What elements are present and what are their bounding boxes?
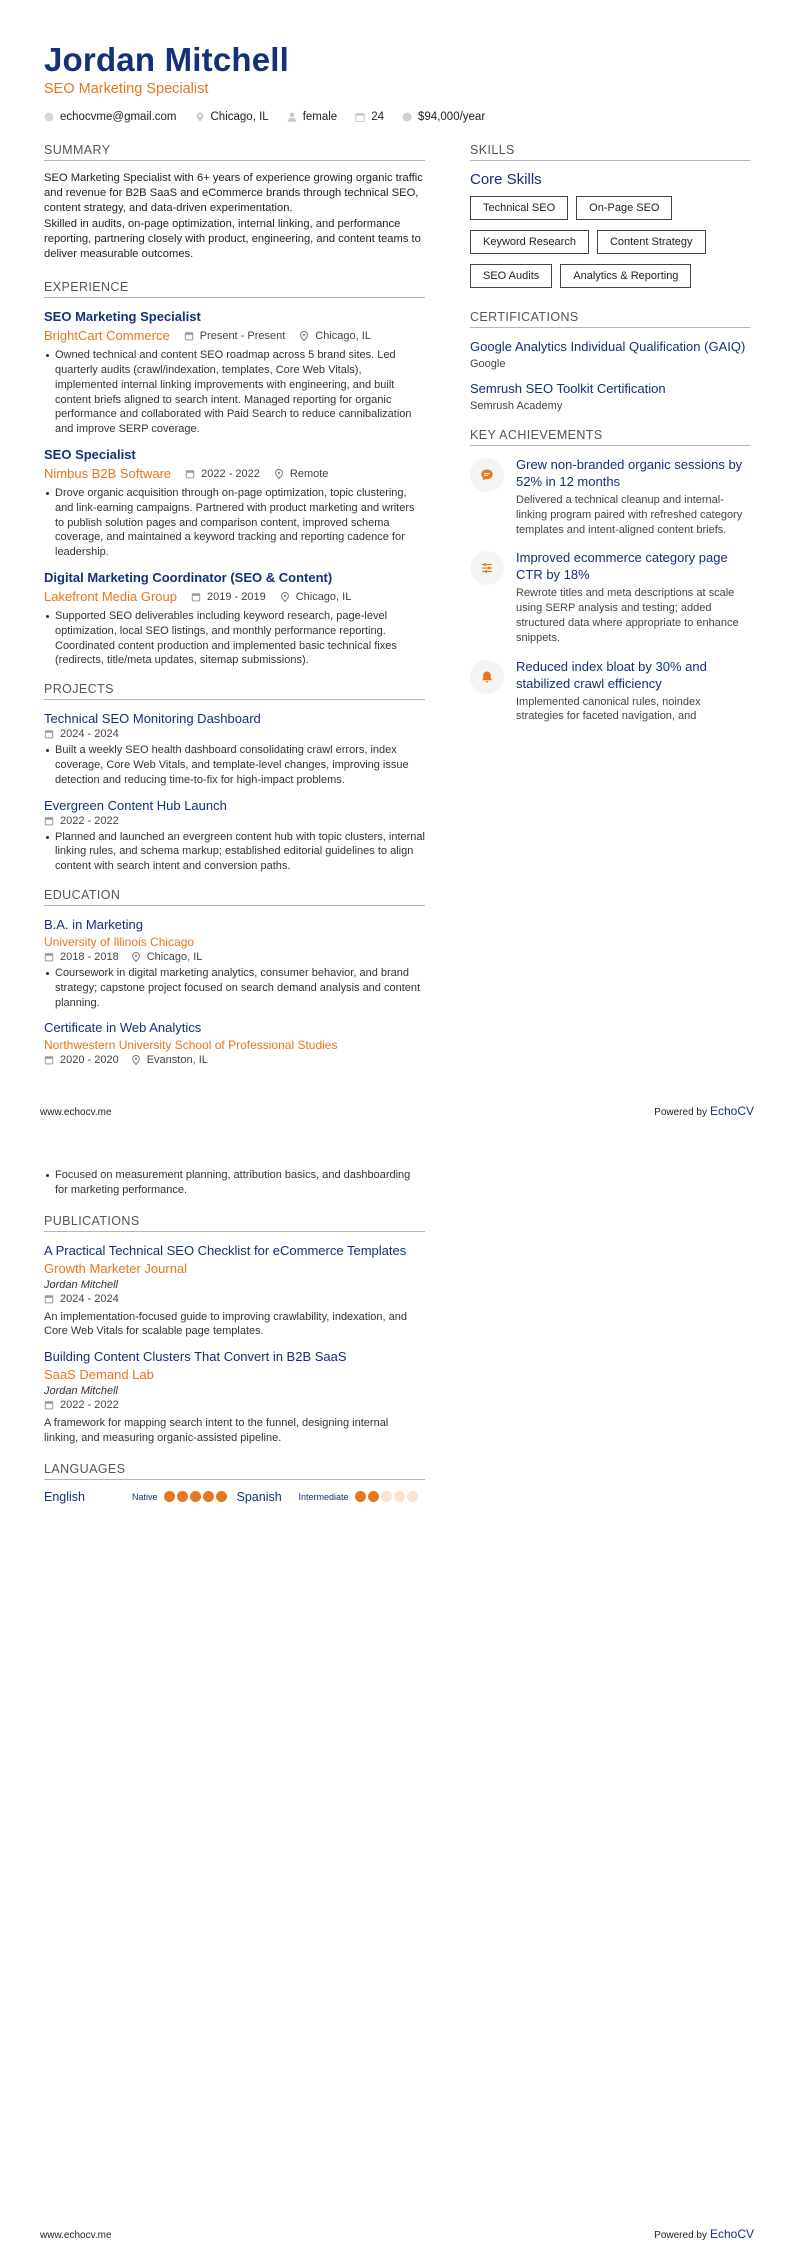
- education-entry: [44, 1019, 425, 1066]
- section-title-experience: EXPERIENCE: [44, 280, 425, 298]
- contact-salary: $94,000/year: [402, 111, 485, 123]
- chat-bubble-icon: [470, 458, 504, 492]
- location-pin-icon: [299, 331, 309, 341]
- calendar-icon: [184, 331, 194, 341]
- publication-entry: [44, 1242, 425, 1340]
- footer-powered-by: Powered by EchoCV: [654, 1104, 754, 1118]
- achievement-title: Grew non-branded organic sessions by 52% in 12 months: [516, 457, 743, 489]
- candidate-title: SEO Marketing Specialist: [44, 81, 209, 97]
- calendar-icon: [44, 1055, 54, 1065]
- education-entry: [44, 916, 425, 1010]
- job-company: BrightCart Commerce: [44, 328, 170, 344]
- location-pin-icon: [195, 112, 205, 122]
- education-bullet: Coursework in digital marketing analytics, consumer behavior, and brand strategy; capstone project focused on search demand analysis and content planning.: [44, 966, 425, 1010]
- education-dates: 2020 - 2020: [44, 1054, 119, 1066]
- skills-section: [470, 143, 750, 288]
- left-column: [44, 143, 425, 1075]
- rating-dot-filled: [177, 1491, 188, 1502]
- job-location: Chicago, IL: [299, 330, 371, 342]
- section-title-publications: PUBLICATIONS: [44, 1214, 425, 1232]
- experience-entry: [44, 569, 425, 668]
- section-title-summary: SUMMARY: [44, 143, 425, 161]
- skill-chip: SEO Audits: [470, 264, 552, 288]
- rating-dot-filled: [203, 1491, 214, 1502]
- footer-powered-by: Powered by EchoCV: [654, 2227, 754, 2241]
- degree: B.A. in Marketing: [44, 916, 143, 932]
- project-bullet: Built a weekly SEO health dashboard consolidating crawl errors, index coverage, Core Web Vitals, and template-level changes, improving issue detection and reducing time-to-fix for high-impact problems.: [44, 743, 425, 787]
- calendar-icon: [44, 729, 54, 739]
- education-bullet: Focused on measurement planning, attribution basics, and dashboarding for marketing performance.: [44, 1168, 425, 1198]
- page-footer-2: [40, 2227, 754, 2241]
- summary-paragraph: SEO Marketing Specialist with 6+ years of experience growing organic traffic and revenue for B2B SaaS and eCommerce brands through technical SEO, content strategy, and data-driven experimentation.: [44, 172, 423, 215]
- summary-paragraph: Skilled in audits, on-page optimization, internal linking, and performance reporting, partnering closely with product, engineering, and content teams to deliver measurable outcomes.: [44, 217, 421, 261]
- language-entry: [44, 1490, 227, 1504]
- rating-dot-filled: [216, 1491, 227, 1502]
- job-role: SEO Marketing Specialist: [44, 309, 201, 325]
- skill-chip: Technical SEO: [470, 196, 568, 220]
- right-column: [470, 143, 750, 736]
- publication-dates: 2024 - 2024: [44, 1293, 425, 1305]
- publication-author: Jordan Mitchell: [44, 1385, 118, 1398]
- page-footer: [40, 1104, 754, 1118]
- contact-email[interactable]: echocvme@gmail.com: [44, 111, 177, 123]
- skill-chip: On-Page SEO: [576, 196, 672, 220]
- location-pin-icon: [274, 469, 284, 479]
- publication-entry: [44, 1348, 425, 1446]
- education-location: Evanston, IL: [131, 1054, 208, 1066]
- language-name: English: [44, 1489, 85, 1504]
- contact-bar: [44, 111, 754, 123]
- contact-age: 24: [355, 111, 384, 123]
- education-dates: 2018 - 2018: [44, 951, 119, 963]
- skill-chip: Analytics & Reporting: [560, 264, 691, 288]
- calendar-icon: [185, 469, 195, 479]
- contact-location: Chicago, IL: [195, 111, 269, 123]
- language-entry: [237, 1490, 418, 1504]
- skills-group-heading: Core Skills: [470, 171, 542, 188]
- project-dates: 2024 - 2024: [44, 728, 425, 740]
- job-bullet: Supported SEO deliverables including keyword research, page-level optimization, local SEO listings, and monthly performance reporting. Coordinated content production and implemented basic technical fixes (redirects, title/meta updates, sitemap submissions).: [44, 609, 425, 668]
- candidate-name: Jordan Mitchell: [44, 41, 290, 78]
- languages-section: [44, 1462, 425, 1504]
- school: Northwestern University School of Professional Studies: [44, 1038, 338, 1053]
- footer-website-link[interactable]: www.echocv.me: [40, 1107, 112, 1118]
- skill-chip: Keyword Research: [470, 230, 589, 254]
- person-icon: [287, 112, 297, 122]
- project-entry: [44, 710, 425, 787]
- location-pin-icon: [280, 592, 290, 602]
- achievement-entry: [470, 658, 750, 725]
- certification-name: Semrush SEO Toolkit Certification: [470, 381, 666, 396]
- job-dates: 2022 - 2022: [185, 468, 260, 480]
- left-column-page-2: [44, 1165, 425, 1504]
- project-name: Evergreen Content Hub Launch: [44, 797, 227, 813]
- certifications-section: [470, 310, 750, 412]
- language-level: Native: [132, 1491, 158, 1502]
- achievement-description: Delivered a technical cleanup and internal-linking program paired with refreshed category templates and intent-aligned content briefs.: [516, 494, 743, 536]
- project-dates: 2022 - 2022: [44, 815, 425, 827]
- calendar-icon: [44, 1400, 54, 1410]
- calendar-icon: [355, 112, 365, 122]
- publications-section: [44, 1214, 425, 1446]
- rating-dot-filled: [190, 1491, 201, 1502]
- job-company: Lakefront Media Group: [44, 588, 177, 604]
- location-pin-icon: [131, 952, 141, 962]
- contact-gender: female: [287, 111, 338, 123]
- calendar-icon: [44, 816, 54, 826]
- calendar-icon: [44, 1294, 54, 1304]
- job-dates: 2019 - 2019: [191, 591, 266, 603]
- job-role: SEO Specialist: [44, 447, 136, 462]
- resume-header: [44, 40, 754, 123]
- section-title-skills: SKILLS: [470, 143, 750, 161]
- achievement-entry: [470, 549, 750, 645]
- education-section: [44, 888, 425, 1066]
- projects-section: [44, 682, 425, 874]
- location-pin-icon: [131, 1055, 141, 1065]
- section-title-languages: LANGUAGES: [44, 1462, 425, 1480]
- publication-publisher: Growth Marketer Journal: [44, 1260, 188, 1276]
- certification-issuer: Semrush Academy: [470, 400, 563, 412]
- section-title-projects: PROJECTS: [44, 682, 425, 700]
- money-icon: [402, 112, 412, 122]
- rating-dot-empty: [381, 1491, 392, 1502]
- calendar-icon: [44, 952, 54, 962]
- publication-dates: 2022 - 2022: [44, 1399, 425, 1411]
- language-rating: [355, 1491, 418, 1502]
- rating-dot-empty: [394, 1491, 405, 1502]
- skills-chip-list: [470, 196, 750, 288]
- skill-chip: Content Strategy: [597, 230, 706, 254]
- calendar-icon: [191, 592, 201, 602]
- achievement-entry: [470, 456, 750, 537]
- language-name: Spanish: [236, 1489, 282, 1504]
- section-title-certifications: CERTIFICATIONS: [470, 310, 750, 328]
- project-bullet: Planned and launched an evergreen content hub with topic clusters, internal linking rules, and schema markup; established editorial guidelines to align content with search intent and conversion paths.: [44, 830, 425, 874]
- section-title-achievements: KEY ACHIEVEMENTS: [470, 428, 750, 446]
- job-dates: Present - Present: [184, 330, 286, 342]
- certification-entry: [470, 380, 750, 412]
- sliders-icon: [470, 551, 504, 585]
- publication-author: Jordan Mitchell: [44, 1278, 118, 1291]
- section-title-education: EDUCATION: [44, 888, 425, 906]
- rating-dot-filled: [355, 1491, 366, 1502]
- job-role: Digital Marketing Coordinator (SEO & Content): [44, 569, 333, 585]
- education-location: Chicago, IL: [131, 951, 203, 963]
- achievement-title: Improved ecommerce category page CTR by 18%: [516, 550, 728, 583]
- project-entry: [44, 797, 425, 874]
- echocv-logo: EchoCV: [709, 1104, 754, 1118]
- job-company: Nimbus B2B Software: [44, 466, 172, 481]
- publication-title: Building Content Clusters That Convert in B2B SaaS: [44, 1349, 347, 1365]
- publication-publisher: SaaS Demand Lab: [44, 1367, 154, 1383]
- certification-name: Google Analytics Individual Qualification (GAIQ): [470, 339, 746, 354]
- certification-entry: [470, 338, 750, 370]
- job-location: Chicago, IL: [280, 591, 352, 603]
- school: University of Illinois Chicago: [44, 934, 195, 949]
- summary-section: [44, 143, 425, 262]
- degree: Certificate in Web Analytics: [44, 1020, 202, 1036]
- language-list: [44, 1490, 425, 1504]
- rating-dot-filled: [164, 1491, 175, 1502]
- job-bullet: Owned technical and content SEO roadmap across 5 brand sites. Led quarterly audits (crawl/indexation, templates, Core Web Vitals), implemented internal linking improvements with engineering, and built content briefs aligned to search intent. Managed reporting for organic performance and collaborated with Paid Search to reduce cannibalization and improve SERP coverage.: [44, 348, 425, 437]
- publication-description: A framework for mapping search intent to the funnel, designing internal linking, and measuring organic-assisted pipeline.: [44, 1417, 389, 1444]
- experience-section: [44, 280, 425, 668]
- rating-dot-empty: [407, 1491, 418, 1502]
- achievement-title: Reduced index bloat by 30% and stabilized crawl efficiency: [516, 658, 707, 691]
- achievement-description: Implemented canonical rules, noindex strategies for faceted navigation, and: [516, 695, 701, 723]
- experience-entry: [44, 308, 425, 437]
- publication-description: An implementation-focused guide to improving crawlability, indexation, and Core Web Vitals for scalable page templates.: [44, 1310, 407, 1338]
- certification-issuer: Google: [470, 358, 506, 370]
- project-name: Technical SEO Monitoring Dashboard: [44, 711, 261, 727]
- rating-dot-filled: [368, 1491, 379, 1502]
- language-level: Intermediate: [298, 1491, 349, 1502]
- bell-icon: [470, 660, 504, 694]
- language-rating: [164, 1491, 227, 1502]
- publication-title: A Practical Technical SEO Checklist for eCommerce Templates: [44, 1242, 407, 1258]
- job-bullet: Drove organic acquisition through on-page optimization, topic clustering, and link-earning campaigns. Partnered with product marketing and writers to publish solution pages and comparison content, improved schema coverage, and maintained a keyword tracking and reporting cadence for leadership.: [44, 486, 425, 560]
- achievements-section: [470, 428, 750, 724]
- email-icon: [44, 112, 54, 122]
- job-location: Remote: [274, 468, 329, 480]
- footer-website-link[interactable]: www.echocv.me: [40, 2230, 112, 2241]
- echocv-logo: EchoCV: [709, 2227, 754, 2241]
- achievement-description: Rewrote titles and meta descriptions at scale using SERP analysis and testing; added structured data where appropriate to enhance snippets.: [516, 587, 739, 644]
- experience-entry: [44, 446, 425, 560]
